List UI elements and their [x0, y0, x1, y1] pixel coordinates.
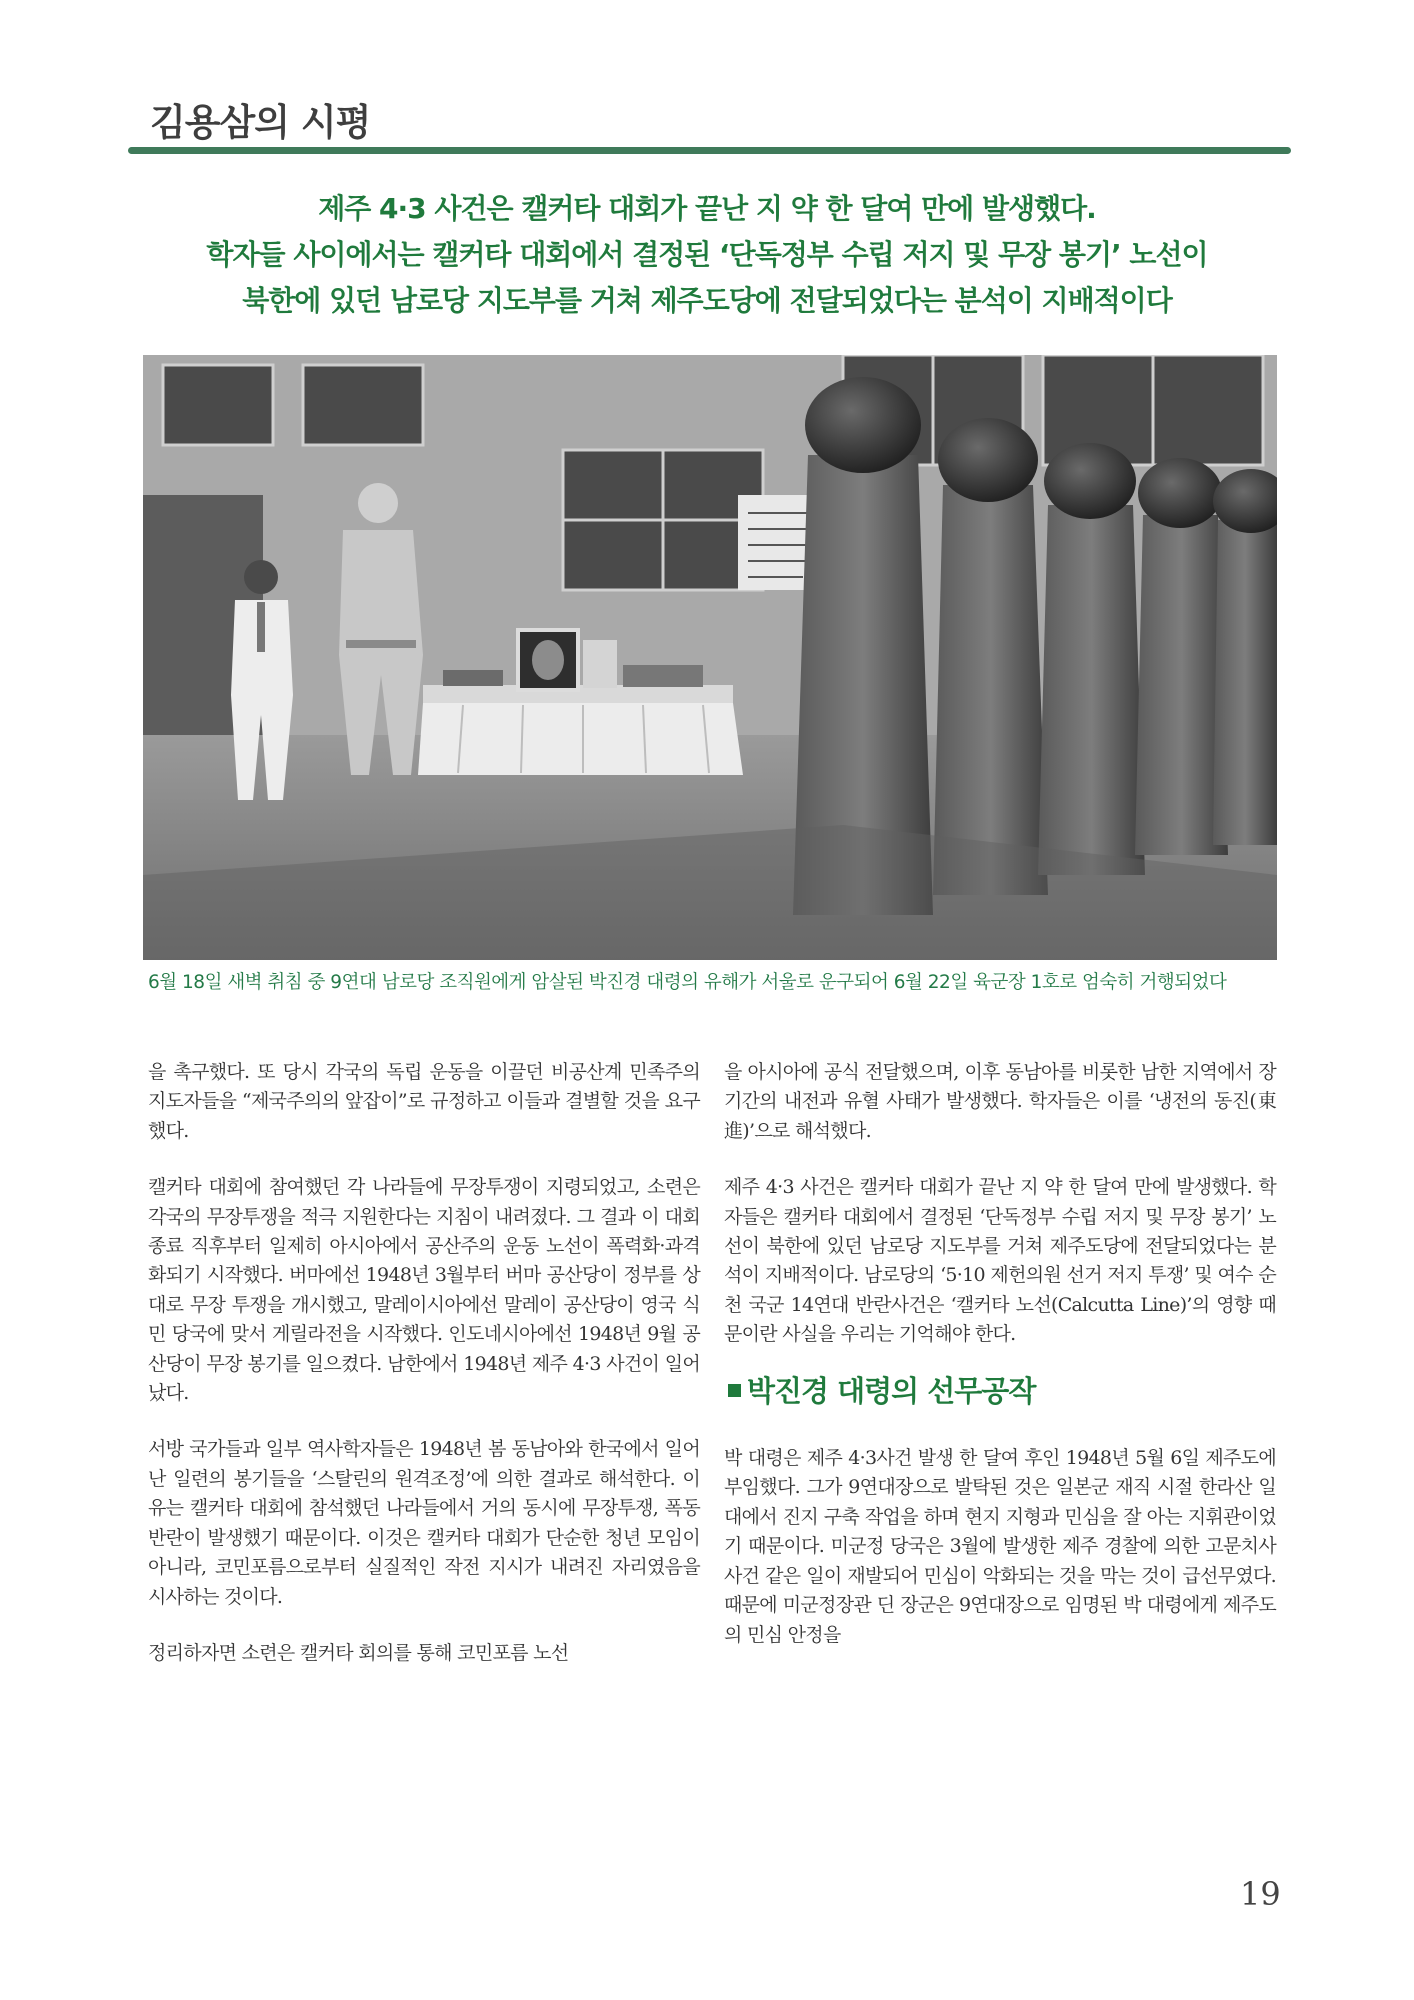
pull-quote-line: 학자들 사이에서는 캘커타 대회에서 결정된 ‘단독정부 수립 저지 및 무장 봉기’ 노선이: [206, 238, 1208, 271]
section-heading: [728, 1373, 1276, 1408]
paragraph: 을 아시아에 공식 전달했으며, 이후 동남아를 비롯한 남한 지역에서 장기간의 내전과 유혈 사태가 발생했다. 학자들은 이를 ‘냉전의 동진(東進)’으로 해석했다.: [724, 1061, 1276, 1142]
pull-quote-line: 북한에 있던 남로당 지도부를 거쳐 제주도당에 전달되었다는 분석이 지배적이다: [242, 284, 1172, 317]
page-number: 19: [1240, 1875, 1281, 1913]
paragraph: 박 대령은 제주 4·3사건 발생 한 달여 후인 1948년 5월 6일 제주도에 부임했다. 그가 9연대장으로 발탁된 것은 일본군 재직 시절 한라산 일대에서 진지 구축 작업을 하며 현지 지형과 민심을 잘 아는 지휘관이었기 때문이다. 미군정 당국은 3월에 발생한 제주 경찰에 의한 고문치사 사건 같은 일이 재발되어 민심이 악화되는 것을 막는 것이 급선무였다. 때문에 미군정장관 딘 장군은 9연대장으로 임명된 박 대령에게 제주도의 민심 안정을: [724, 1447, 1276, 1646]
section-heading-text: 박진경 대령의 선무공작: [747, 1373, 1036, 1408]
header-divider: [128, 147, 1291, 154]
square-bullet-icon: [728, 1384, 741, 1397]
column-title: 김용삼의 시평: [150, 101, 371, 144]
photo-caption: 6월 18일 새벽 취침 중 9연대 남로당 조직원에게 암살된 박진경 대령의 유해가 서울로 운구되어 6월 22일 육군장 1호로 엄숙히 거행되었다: [148, 972, 1227, 993]
funeral-photo: [143, 355, 1277, 960]
pull-quote-line: 제주 4·3 사건은 캘커타 대회가 끝난 지 약 한 달여 만에 발생했다.: [318, 192, 1096, 225]
left-column: [148, 1058, 700, 1695]
paragraph: 서방 국가들과 일부 역사학자들은 1948년 봄 동남아와 한국에서 일어난 일련의 봉기들을 ‘스탈린의 원격조정’에 의한 결과로 해석한다. 이유는 캘커타 대회에 참석했던 나라들에서 거의 동시에 무장투쟁, 폭동 반란이 발생했기 때문이다. 이것은 캘커타 대회가 단순한 청년 모임이 아니라, 코민포름으로부터 실질적인 작전 지시가 내려진 자리였음을 시사하는 것이다.: [148, 1438, 700, 1608]
pull-quote: [150, 186, 1264, 324]
paragraph: 정리하자면 소련은 캘커타 회의를 통해 코민포름 노선: [148, 1641, 569, 1664]
paragraph: 제주 4·3 사건은 캘커타 대회가 끝난 지 약 한 달여 만에 발생했다. 학자들은 캘커타 대회에서 결정된 ‘단독정부 수립 저지 및 무장 봉기’ 노선이 북한에 있던 남로당 지도부를 거쳐 제주도당에 전달되었다는 분석이 지배적이다. 남로당의 ‘5·10 제헌의원 선거 저지 투쟁’ 및 여수 순천 국군 14연대 반란사건은 ‘캘커타 노선(Calcutta Line)’의 영향 때문이란 사실을 우리는 기억해야 한다.: [724, 1176, 1276, 1346]
paragraph: 을 촉구했다. 또 당시 각국의 독립 운동을 이끌던 비공산계 민족주의 지도자들을 “제국주의의 앞잡이”로 규정하고 이들과 결별할 것을 요구했다.: [148, 1061, 700, 1142]
right-column: [724, 1058, 1276, 1677]
paragraph: 캘커타 대회에 참여했던 각 나라들에 무장투쟁이 지령되었고, 소련은 각국의 무장투쟁을 적극 지원한다는 지침이 내려졌다. 그 결과 이 대회 종료 직후부터 일제히 아시아에서 공산주의 운동 노선이 폭력화·과격화되기 시작했다. 버마에선 1948년 3월부터 버마 공산당이 정부를 상대로 무장 투쟁을 개시했고, 말레이시아에선 말레이 공산당이 영국 식민 당국에 맞서 게릴라전을 시작했다. 인도네시아에선 1948년 9월 공산당이 무장 봉기를 일으켰다. 남한에서 1948년 제주 4·3 사건이 일어났다.: [148, 1176, 700, 1405]
